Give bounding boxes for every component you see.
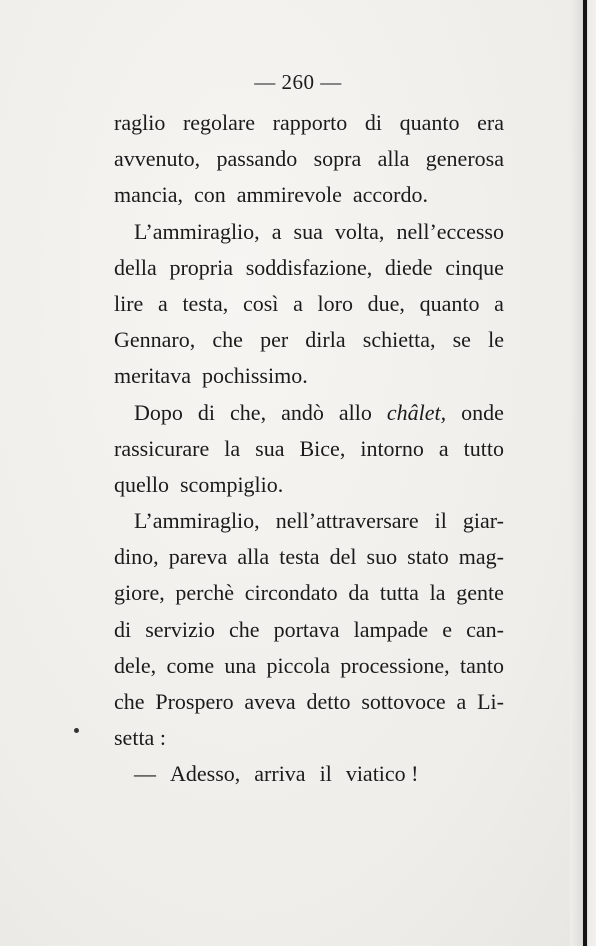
word: andò [281, 399, 324, 425]
word: scompiglio. [180, 471, 284, 497]
word: e [442, 616, 453, 642]
word: che [228, 616, 260, 642]
word: a [494, 290, 504, 316]
word: L’ammiraglio, [134, 218, 260, 244]
word: — [134, 761, 156, 787]
word: Bice, [299, 435, 346, 461]
word: sopra [313, 146, 362, 172]
page-binding-edge [570, 0, 596, 946]
word: che [212, 327, 243, 353]
word: passando [216, 146, 298, 172]
word: processione, [340, 652, 450, 678]
word: il [319, 761, 332, 787]
word: il [434, 508, 447, 534]
text-line [114, 503, 504, 539]
word: Dopo [134, 399, 183, 425]
word: generosa [425, 146, 504, 172]
text-line [114, 684, 504, 720]
word: suo [366, 544, 398, 570]
word: raglio [114, 110, 166, 135]
text-line [114, 539, 504, 575]
word: servizio [145, 616, 215, 642]
word: mancia, [114, 182, 184, 208]
text-line [114, 720, 504, 756]
word: due, [367, 290, 405, 316]
word: setta : [114, 725, 166, 751]
word: accordo. [352, 182, 428, 208]
word: come [166, 652, 215, 678]
word: avvenuto, [114, 146, 201, 172]
word: alla [377, 146, 410, 172]
word: una [224, 652, 257, 678]
word: testa, [182, 290, 229, 316]
word: volta, [334, 218, 385, 244]
word: quanto [419, 290, 480, 316]
word: portava [273, 616, 340, 642]
word: a [438, 435, 449, 461]
word: di [364, 110, 382, 135]
word: diede [384, 254, 433, 280]
word: piccola [266, 652, 330, 678]
word: Prospero [155, 689, 234, 714]
word: quello [114, 471, 169, 497]
word: allo [338, 399, 372, 425]
text-line [114, 322, 504, 358]
text-line [114, 177, 504, 213]
word: cinque [445, 254, 504, 280]
word: a [158, 290, 168, 316]
word: L’ammiraglio, [134, 508, 260, 534]
word: la [429, 580, 446, 606]
word: circondato [244, 580, 338, 606]
word: tanto [459, 652, 504, 678]
text-line [114, 105, 504, 141]
word: lampade [353, 616, 429, 642]
text-line [114, 648, 504, 684]
word: can- [466, 616, 504, 642]
text-line [114, 141, 504, 177]
text-line [114, 431, 504, 467]
word: testa [279, 544, 320, 570]
word: di [197, 399, 216, 425]
text-line [114, 214, 504, 250]
word: della [114, 254, 157, 280]
word: mag- [458, 544, 504, 570]
text-line [114, 250, 504, 286]
page-number: — 260 — [254, 70, 342, 94]
word: meritava [114, 363, 191, 389]
word: quanto [399, 110, 460, 135]
text-line [114, 286, 504, 322]
text-line [114, 467, 504, 503]
word: dirla [305, 327, 346, 353]
word: a [293, 290, 303, 316]
word: la [224, 435, 241, 461]
word: pochissimo. [201, 363, 308, 389]
word: soddisfazione, [245, 254, 373, 280]
word: che [114, 689, 145, 714]
word: arriva [254, 761, 306, 787]
word: gente [456, 580, 504, 606]
word: intorno [360, 435, 424, 461]
word: nell’attraversare [275, 508, 419, 534]
word: dele, [114, 652, 157, 678]
word: le [488, 327, 504, 353]
word: con [194, 182, 226, 208]
word: tutto [463, 435, 504, 461]
word: nell’eccesso [396, 218, 504, 244]
word: per [260, 327, 289, 353]
word: di [114, 616, 132, 642]
word: detto [306, 689, 351, 714]
word: giore, [114, 580, 165, 606]
word: stato [407, 544, 449, 570]
word: sottovoce [361, 689, 446, 714]
text-line [114, 358, 504, 394]
word: lire [114, 290, 144, 316]
word: a [271, 218, 282, 244]
word: era [477, 110, 504, 135]
word: giar- [462, 508, 504, 534]
word: che, [230, 399, 267, 425]
word: loro [317, 290, 353, 316]
word: viatico ! [345, 761, 419, 787]
word: rapporto [272, 110, 348, 135]
word: tutta [379, 580, 419, 606]
word: da [348, 580, 370, 606]
word: alla [237, 544, 270, 570]
word: Adesso, [170, 761, 241, 787]
word: Gennaro, [114, 327, 196, 353]
margin-mark [74, 728, 79, 733]
word: pareva [168, 544, 228, 570]
text-line [114, 395, 504, 431]
word: rassicurare [114, 435, 210, 461]
word: dino, [114, 544, 159, 570]
word: perchè [175, 580, 235, 606]
word: regolare [182, 110, 256, 135]
word: a [456, 689, 467, 714]
word: onde [461, 399, 504, 425]
word: del [329, 544, 357, 570]
word: sua [293, 218, 323, 244]
text-line [114, 612, 504, 648]
body-text [114, 105, 504, 793]
word: aveva [244, 689, 296, 714]
word: sua [255, 435, 285, 461]
word: così [242, 290, 279, 316]
word: Li- [477, 689, 504, 714]
word: propria [169, 254, 234, 280]
binding-line [583, 0, 587, 946]
word: ammirevole [236, 182, 342, 208]
word: schietta, [362, 327, 436, 353]
word: châlet, [386, 399, 447, 425]
text-line [114, 575, 504, 611]
text-line [114, 756, 504, 792]
word: se [452, 327, 471, 353]
